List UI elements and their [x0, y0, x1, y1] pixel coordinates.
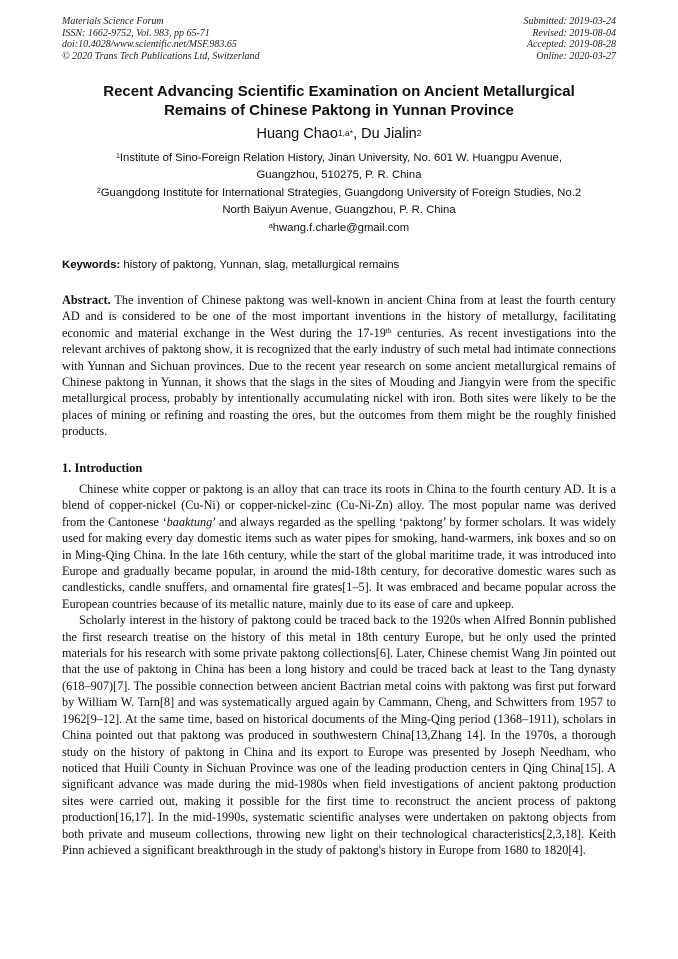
- affiliation-2: [62, 185, 616, 218]
- author-separator: ,: [353, 126, 362, 142]
- title-line-2: Remains of Chinese Paktong in Yunnan Province: [164, 102, 514, 119]
- keywords-label: Keywords:: [62, 259, 121, 271]
- introduction-paragraph-1: [62, 481, 616, 612]
- abstract-label: Abstract.: [62, 293, 111, 307]
- keywords-text: history of paktong, Yunnan, slag, metallurgical remains: [120, 259, 400, 271]
- date-online: Online: 2020-03-27: [536, 50, 616, 62]
- introduction-body: [62, 481, 616, 858]
- paper-title: [62, 82, 616, 120]
- keywords: [62, 258, 616, 273]
- abstract: [62, 292, 616, 440]
- journal-issn: ISSN: 1662-9752, Vol. 983, pp 65-71: [62, 27, 210, 39]
- date-revised: Revised: 2019-08-04: [532, 27, 616, 39]
- email-mark: a: [268, 223, 273, 230]
- affiliation-line: North Baiyun Avenue, Guangzhou, P. R. China: [222, 203, 456, 216]
- abstract-text: centuries. As recent investigations into the relevant archives of paktong show, it is recognized that the early industry of such metal had intimate connections with Yunnan and Sichuan provinces. Due to the recent year research on some ancient metallurgical remains of Chinese paktong in Yunnan, it shows that the slags in the sites of Mouding and Jiangyin were from the specific metallurgical process, probably by intentionally accumulating nickel with iron. Both sites were likely to be the places of mining or refining and roasting the ores, but the outcomes from them might be the roughly finished products.: [62, 325, 616, 439]
- author-affiliation-mark: 1,a*: [337, 128, 354, 138]
- author-name: Du Jialin: [361, 126, 417, 142]
- journal-name: Materials Science Forum: [62, 16, 164, 27]
- italic-term: baaktung: [166, 514, 213, 529]
- paragraph-text: ’ and always regarded as the spelling ‘paktong’ by former scholars. It was widely used for making every day domestic items such as water pipes for smoking, hand-warmers, ink boxes and so on in Ming-Qing China. In the late 16th century, while the start of the global maritime trade, it was introduced into Europe and gradually became popular, in around the mid-18th century, for decorative domestic wares such as candlesticks, candle snuffers, and ornamental fire grates[1–5]. It was embraced and became popular across the European countries because of its metallic nature, mainly due to its ease of care and upkeep.: [62, 514, 616, 611]
- abstract-text: The invention of Chinese paktong was well-known in ancient China from at least the fourth century AD and is considered to be one of the most important inventions in the history of metallurgy, facilitating economic and material exchange in the West during the 17-19: [62, 293, 616, 340]
- date-accepted: Accepted: 2019-08-28: [526, 39, 616, 51]
- author-list: [62, 125, 616, 143]
- section-heading-introduction: 1. Introduction: [62, 461, 143, 475]
- ordinal-suffix: th: [385, 325, 392, 335]
- paragraph-text: Chinese white copper or paktong is an alloy that can trace its roots in China to the fourth century AD. It is a blend of copper-nickel (Cu-Ni) or copper-nickel-zinc (Cu-Ni-Zn) alloy. The most popular name was derived from the Cantonese ‘: [62, 482, 616, 529]
- author-name: Huang Chao: [256, 126, 338, 142]
- journal-doi: doi:10.4028/www.scientific.net/MSF.983.65: [62, 39, 237, 51]
- affiliation-mark: 2: [96, 188, 101, 195]
- email-address[interactable]: hwang.f.charle@gmail.com: [272, 222, 410, 234]
- author-affiliation-mark: 2: [416, 128, 422, 138]
- affiliation-line: Guangdong Institute for International Strategies, Guangdong University of Foreign Studies, No.2: [100, 187, 582, 199]
- affiliation-line: Guangzhou, 510275, P. R. China: [256, 168, 422, 181]
- journal-info: [62, 16, 260, 62]
- corresponding-email: [62, 220, 616, 237]
- introduction-paragraph-2: Scholarly interest in the history of paktong could be traced back to the 1920s when Alfred Bonnin published the first research treatise on the history of this metal in 18th century Europe, but he only used the printed materials for his research with some private paktong collections[6]. Later, Chinese chemist Wang Jin pointed out that the use of paktong in China has been a long history and could be traced back at least to the Tang dynasty (618–907)[7]. The possible connection between ancient Bactrian metal coins with paktong was first put forward by William W. Tarn[8] and was systematically argued again by Cammann, Cheng, and Schwitters from 1957 to 1962[9–12]. At the same time, based on historical documents of the Ming-Qing period (1368–1911), scholars in China pointed out that paktong was produced in southwestern China[13,Zhang 14]. In the 1970s, a thorough study on the history of paktong in China and its export to Europe was presented by Joseph Needham, who noticed that Huili County in Sichuan Province was one of the leading production centers in Qing China[15]. A significant advance was made during the mid-1980s when field investigations of ancient paktong production sites were carried out, making it possible for the first time to reconstruct the ancient process of paktong production[16,17]. In the mid-1990s, systematic scientific analyses were undertaken on paktong objects from both private and museum collections, throwing new light on their technological characteristics[2,3,18]. Keith Pinn achieved a significant breakthrough in the study of paktong's history in Europe from 1680 to 1820[4].: [62, 613, 616, 857]
- abstract-paragraph: [62, 292, 616, 440]
- title-line-1: Recent Advancing Scientific Examination on Ancient Metallurgical: [103, 83, 575, 100]
- date-submitted: Submitted: 2019-03-24: [523, 16, 616, 27]
- affiliation-line: Institute of Sino-Foreign Relation History, Jinan University, No. 601 W. Huangpu Avenue,: [119, 152, 562, 164]
- submission-dates: [524, 16, 617, 62]
- affiliation-mark: 1: [116, 153, 120, 160]
- affiliation-1: [62, 150, 616, 183]
- journal-copyright: © 2020 Trans Tech Publications Ltd, Switzerland: [62, 50, 260, 62]
